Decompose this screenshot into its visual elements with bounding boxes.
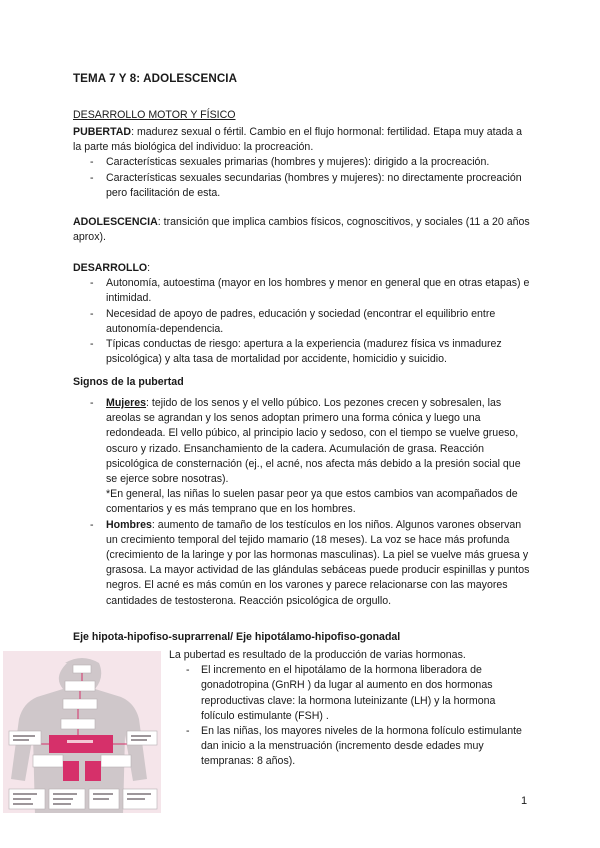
diagram-organ [85,761,101,781]
pubertad-list [73,155,533,201]
eje-heading-text: Eje hipota-hipofiso-suprarrenal/ Eje hipotálamo-hipofiso-gonadal [73,631,401,643]
dash-mark: - [90,397,94,409]
list-item [169,663,529,724]
desarrollo-block [73,261,533,367]
section-heading [73,108,533,123]
pubertad-text: : madurez sexual o fértil. Cambio en el flujo hormonal: fertilidad. Etapa muy atada a la parte más biológica del individuo: la procreación. [73,126,523,154]
document-title: TEMA 7 Y 8: ADOLESCENCIA [73,72,238,85]
desarrollo-term: DESARROLLO [73,262,148,274]
diagram-box [61,719,95,729]
mujeres-note: *En general, las niñas lo suelen pasar peor ya que estos cambios van acompañados de comentarios y es más temprano que en los hombres. [106,488,518,516]
dash-mark: - [90,518,94,531]
pubertad-term: PUBERTAD [73,126,132,138]
eje-item-text: El incremento en el hipotálamo de la hormona liberadora de gonadotropina (GnRH ) da lugar al aumento en dos hormonas reproductivas clave: la hormona luteinizante (LH) y la hormona folículo estimulante (FSH) . [201,664,496,722]
dash-mark: - [186,664,190,677]
hombres-item [73,518,533,609]
list-item [169,724,529,770]
desarrollo-list [73,276,533,367]
diagram-organ [63,761,79,781]
desarrollo-heading [73,261,533,276]
list-item: - Típicas conductas de riesgo: apertura a la experiencia (madurez física vs inmadurez psicológica) y alta tasa de mortalidad por accidente, homicidio y suicidio. [73,337,533,367]
diagram-box [65,681,95,691]
desarrollo-suffix: : [147,262,151,274]
diagram-box [73,665,91,673]
hombres-text: : aumento de tamaño de los testículos en los niños. Algunos varones observan un crecimiento temporal del tejido mamario (18 meses). La voz se hace más profunda (crecimiento de la laringe y por las hormonas masculinas). La piel se vuelve más gruesa y grasosa. La mayor actividad de las glándulas sebáceas puede producir espinillas y puntos negros. El acné es más común en los varones y parece relacionarse con las mayores cantidades de testosterona. Reacción psicológica de orgullo. [106,518,530,607]
diagram-box [9,731,41,745]
pubertad-definition [73,125,533,155]
hombres-term: Hombres [106,518,152,531]
eje-text-block [169,648,529,770]
diagram-box [49,735,113,753]
signos-heading-text: Signos de la pubertad [73,376,184,388]
page-number: 1 [521,795,528,807]
signos-heading [73,375,533,390]
adolescencia-term: ADOLESCENCIA [73,216,158,228]
mujeres-term: Mujeres [106,397,147,409]
diagram-box [101,755,131,767]
eje-item-text: En las niñas, los mayores niveles de la hormona folículo estimulante dan inicio a la menstruación (incremento desde edades muy tempranas: 8 años). [201,725,522,768]
signos-block [73,396,533,609]
hormone-axis-diagram [3,651,161,813]
diagram-box [33,755,63,767]
mujeres-item [73,396,533,518]
adolescencia-block [73,215,533,245]
hormone-axis-figure [3,651,161,813]
list-item: - Características sexuales secundarias (hombres y mujeres): no directamente procreación pero facilitación de esta. [73,171,533,201]
eje-intro: La pubertad es resultado de la producción de varias hormonas. [169,649,466,661]
eje-heading [73,630,553,645]
adolescencia-text: : transición que implica cambios físicos, cognoscitivos, y sociales (11 a 20 años aprox). [73,216,530,244]
mujeres-text: : tejido de los senos y el vello púbico. Los pezones crecen y sobresalen, las areolas se agrandan y los senos adoptan primero una forma cónica y luego una redondeada. El vello púbico, al principio lacio y sedoso, con el tiempo se vuelve grueso, oscuro y rizado. Ensanchamiento de la cadera. Acumulación de grasa. Reacción psicológica de consternación (ej., el acné, nos afecta más debido a la presión social que se ejerce sobre nosotras). [106,397,521,486]
list-item: - Autonomía, autoestima (mayor en los hombres y menor en general que en otras etapas) e intimidad. [73,276,533,306]
diagram-box [63,699,97,709]
list-item: - Necesidad de apoyo de padres, educación y sociedad (encontrar el equilibrio entre autonomía-dependencia. [73,307,533,337]
section-heading-text: DESARROLLO MOTOR Y FÍSICO [73,109,236,121]
list-item: - Características sexuales primarias (hombres y mujeres): dirigido a la procreación. [73,155,533,170]
dash-mark: - [186,725,190,738]
diagram-box [127,731,157,745]
pubertad-block [73,125,533,201]
diagram-label-placeholder [67,740,93,743]
